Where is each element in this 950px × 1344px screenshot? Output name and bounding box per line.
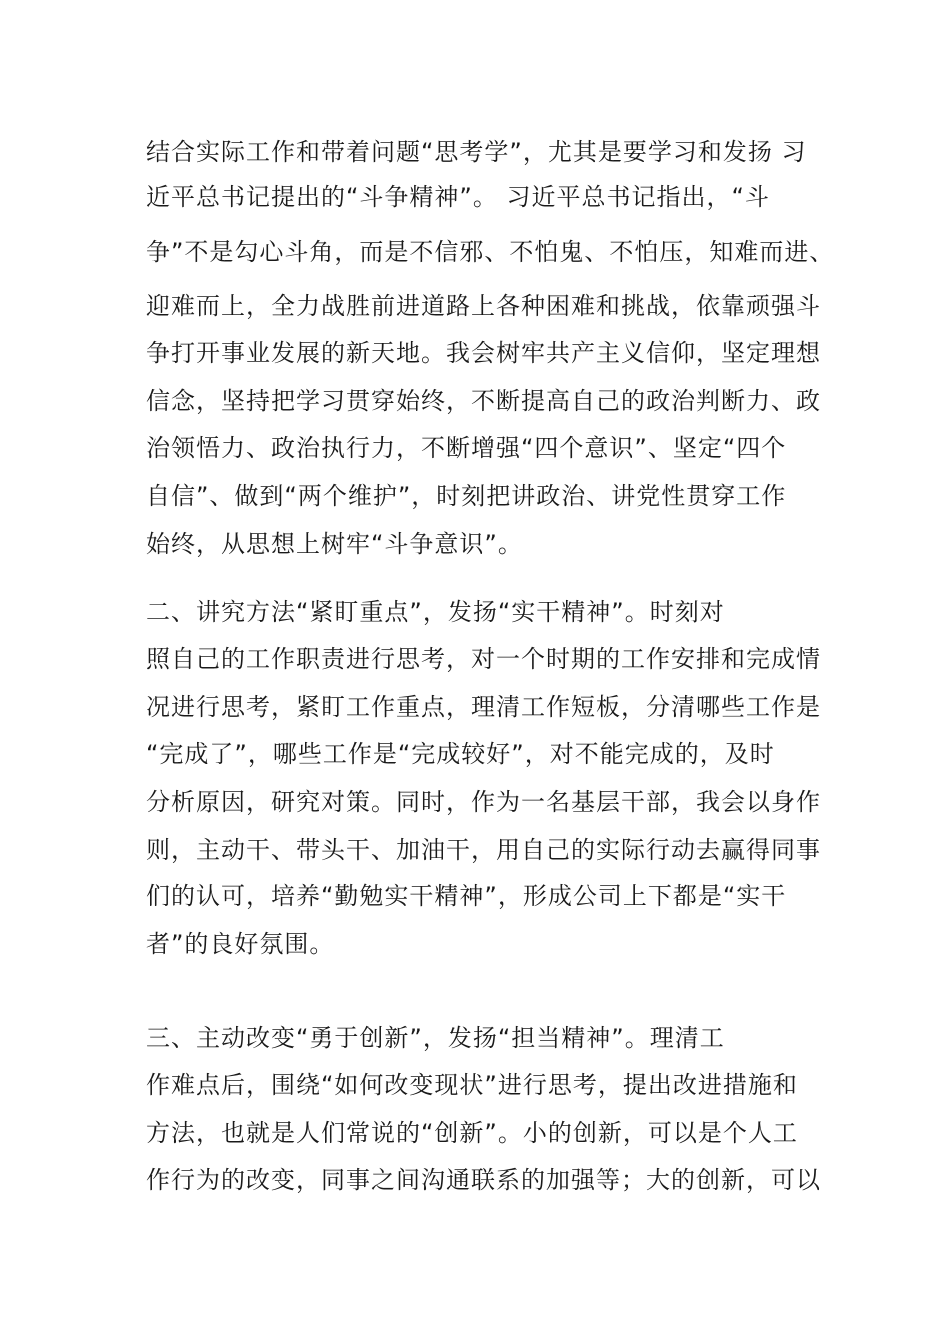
text-line: 则，主动干、带头干、加油干，用自己的实际行动去赢得同事 (146, 836, 821, 864)
text-line: 作行为的改变，同事之间沟通联系的加强等；大的创新，可以 (146, 1166, 821, 1194)
text-line: 自信”、做到“两个维护”，时刻把讲政治、讲党性贯穿工作 (146, 482, 787, 510)
text-line: 争”不是勾心斗角，而是不信邪、不怕鬼、不怕压，知难而进、 (146, 238, 835, 266)
text-line: 们的认可，培养“勤勉实干精神”，形成公司上下都是“实干 (146, 882, 787, 910)
text-line: 治领悟力、政治执行力，不断增强“四个意识”、坚定“四个 (146, 434, 787, 462)
text-line: 分析原因，研究对策。同时，作为一名基层干部，我会以身作 (146, 788, 821, 816)
text-line: 者”的良好氛围。 (146, 930, 335, 958)
text-line: 迎难而上，全力战胜前进道路上各种困难和挑战，依靠顽强斗 (146, 292, 821, 320)
text-line: 二、讲究方法“紧盯重点”，发扬“实干精神”。时刻对 (146, 598, 725, 626)
text-line: “完成了”，哪些工作是“完成较好”，对不能完成的，及时 (146, 740, 775, 768)
text-line: 近平总书记提出的“斗争精神”。 习近平总书记指出，“斗 (146, 183, 770, 211)
text-line: 方法，也就是人们常说的“创新”。小的创新，可以是个人工 (146, 1119, 798, 1147)
text-line: 信念，坚持把学习贯穿始终，不断提高自己的政治判断力、政 (146, 387, 821, 415)
text-line: 始终，从思想上树牢“斗争意识”。 (146, 530, 523, 558)
text-line: 争打开事业发展的新天地。我会树牢共产主义信仰，坚定理想 (146, 339, 821, 367)
text-line: 作难点后，围绕“如何改变现状”进行思考，提出改进措施和 (146, 1071, 798, 1099)
text-line: 况进行思考，紧盯工作重点，理清工作短板，分清哪些工作是 (146, 693, 821, 721)
text-line: 照自己的工作职责进行思考，对一个时期的工作安排和完成情 (146, 645, 821, 673)
text-line: 结合实际工作和带着问题“思考学”，尤其是要学习和发扬 习 (146, 138, 807, 166)
text-line: 三、主动改变“勇于创新”，发扬“担当精神”。理清工 (146, 1024, 725, 1052)
